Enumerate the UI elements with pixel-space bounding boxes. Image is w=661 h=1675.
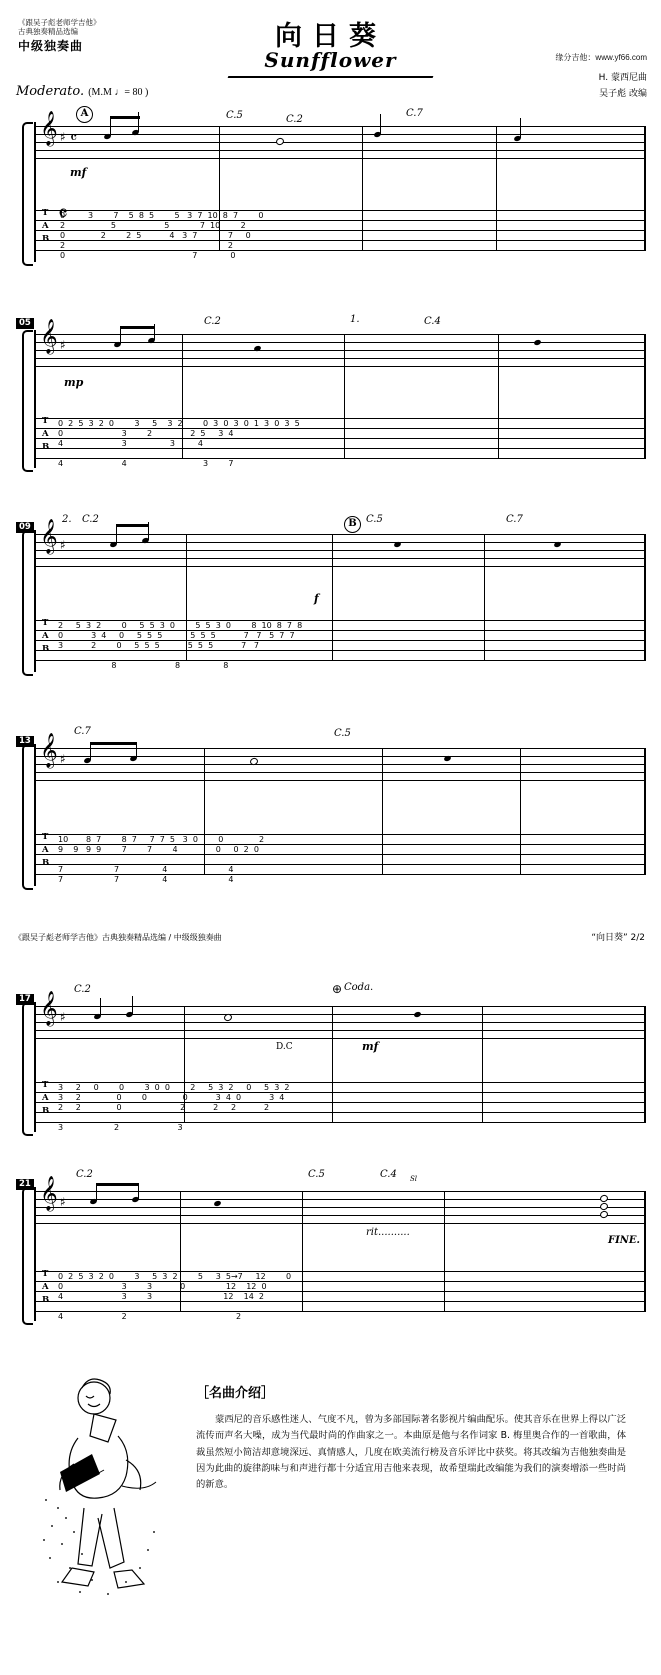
- treble-staff: [36, 1006, 646, 1040]
- slide-label: Sl: [410, 1175, 418, 1183]
- dynamic-mf: mf: [362, 1040, 379, 1053]
- measure-number: 13: [16, 736, 34, 747]
- tab-letter-T: T: [42, 416, 49, 426]
- chord-label: C.7: [406, 108, 423, 119]
- rit-label: rit..........: [366, 1227, 410, 1238]
- chord-label: C.2: [76, 1169, 93, 1180]
- tempo-word: Moderato.: [16, 84, 85, 99]
- chord-label: C.2: [286, 114, 303, 125]
- chord-label: C.4: [380, 1169, 397, 1180]
- key-signature: ♯: [60, 752, 66, 766]
- tab-letter-A: A: [42, 429, 49, 439]
- chord-label: C.5: [334, 728, 351, 739]
- barline-end: [644, 126, 646, 250]
- tab-time-signature: 𝄴: [58, 202, 68, 227]
- tab-row-2: 0 3 2 2 5 3 4: [58, 429, 234, 438]
- title-underline: [228, 76, 434, 78]
- chord-label: C.2: [82, 514, 99, 525]
- barline: [362, 126, 363, 250]
- tab-letter-B: B: [42, 1106, 50, 1116]
- system-6: [14, 1165, 646, 1325]
- barline: [302, 1191, 303, 1311]
- barline: [482, 1006, 483, 1122]
- beam: [116, 524, 148, 527]
- volta-label: 2.: [62, 514, 72, 525]
- system-2: [14, 308, 646, 468]
- intro-title: ［名曲介绍］: [196, 1386, 275, 1401]
- beam: [96, 1183, 138, 1186]
- barline-end: [644, 334, 646, 458]
- barline: [332, 1006, 333, 1122]
- tab-row-5: 8 8 8: [58, 661, 229, 670]
- chord-label: C.7: [506, 514, 523, 525]
- tab-row-1: 10 8 7 8 7 7 7 5 3 0 0 2: [58, 835, 265, 844]
- system-brace: [22, 530, 33, 676]
- dynamic-f: f: [314, 592, 319, 605]
- barline: [204, 748, 205, 874]
- treble-staff: [36, 748, 646, 782]
- beam: [110, 116, 140, 119]
- tab-letter-T: T: [42, 832, 49, 842]
- tempo-marking: [16, 84, 148, 99]
- key-signature: ♯: [60, 1010, 66, 1024]
- tab-letter-A: A: [42, 845, 49, 855]
- barline-end: [644, 1191, 646, 1311]
- page-footer-right: “向日葵” 2/2: [591, 933, 645, 943]
- composer-credit: H. 蒙西尼曲: [598, 73, 647, 83]
- chord-label: C.2: [204, 316, 221, 327]
- tab-row-1: 0 3 7 5 8 5 5 3 7 10 8 7 0: [60, 211, 264, 220]
- tab-letter-T: T: [42, 618, 49, 628]
- tab-row-4: 2 2: [60, 241, 233, 250]
- barline: [344, 334, 345, 458]
- tab-letter-B: B: [42, 858, 50, 868]
- rehearsal-mark-A: A: [76, 106, 93, 123]
- system-brace: [22, 1187, 33, 1325]
- treble-clef-icon: 𝄞: [40, 733, 58, 768]
- barline-end: [644, 1006, 646, 1122]
- barline: [382, 748, 383, 874]
- key-signature: ♯: [60, 338, 66, 352]
- coda-icon: ⊕: [332, 982, 343, 996]
- system-brace: [22, 330, 33, 472]
- tab-row-5: 0 7 0: [60, 251, 236, 260]
- tab-row-1: 3 2 0 0 3 0 0 2 5 3 2 0 5 3 2: [58, 1083, 290, 1092]
- tab-letter-B: B: [42, 1295, 50, 1305]
- tab-row-3: 2 2 0 2 2 2 2: [58, 1103, 270, 1112]
- tab-letter-T: T: [42, 1269, 49, 1279]
- barline: [496, 126, 497, 250]
- treble-staff: [36, 334, 646, 368]
- tab-row-4: 7 7 4 4: [58, 865, 234, 874]
- coda-label: Coda.: [344, 982, 374, 993]
- chord-label: C.5: [366, 514, 383, 525]
- beam: [90, 742, 136, 745]
- system-3: [14, 508, 646, 678]
- barline: [520, 748, 521, 874]
- tab-letter-T: T: [42, 1080, 49, 1090]
- rehearsal-mark-B: B: [344, 516, 361, 533]
- measure-number: 17: [16, 994, 34, 1005]
- treble-clef-icon: 𝄞: [40, 519, 58, 554]
- treble-staff: [36, 126, 646, 160]
- illustration-guitarist: [22, 1368, 182, 1618]
- chord-label: C.2: [74, 984, 91, 995]
- system-brace: [22, 122, 33, 266]
- arranger-credit: 吴子彪 改编: [599, 89, 647, 99]
- tab-row-1: 0 2 5 3 2 0 3 5 3 2 0 3 0 3 0 1 3 0 3 5: [58, 419, 300, 428]
- fine-label: FINE.: [607, 1235, 640, 1246]
- series-line-1: 《跟吴子彪老师学吉他》: [18, 18, 101, 27]
- chord-label: C.5: [308, 1169, 325, 1180]
- chord-label: C.5: [226, 110, 243, 121]
- measure-number: 09: [16, 522, 34, 533]
- system-5: [14, 980, 646, 1130]
- tab-letter-A: A: [42, 221, 49, 231]
- tab-row-2: 3 2 0 0 0 3 4 0 3 4: [58, 1093, 285, 1102]
- tab-letter-B: B: [42, 644, 50, 654]
- tab-row-2: 9 9 9 9 7 7 4 0 0 2 0: [58, 845, 259, 854]
- series-line-3: 中级独奏曲: [18, 38, 84, 53]
- measure-number: 05: [16, 318, 34, 329]
- tab-letter-A: A: [42, 1282, 49, 1292]
- barline: [498, 334, 499, 458]
- tab-row-5: 4 4 3 7: [58, 459, 234, 468]
- tab-row-3: 0 2 2 5 4 3 7 7 0: [60, 231, 251, 240]
- treble-staff: [36, 534, 646, 568]
- dynamic-mp: mp: [64, 376, 84, 389]
- tab-row-5: 3 2 3: [58, 1123, 183, 1132]
- tab-row-3: 4 3 3 12 14 2: [58, 1292, 265, 1301]
- page-title-en: Sunfflower: [264, 48, 397, 72]
- tab-letter-A: A: [42, 1093, 49, 1103]
- volta-label: 1.: [350, 314, 360, 325]
- tab-row-2: 2 5 5 7 10 2: [60, 221, 246, 230]
- tab-row-1: 0 2 5 3 2 0 3 5 3 2 5 3 5→7 12 0: [58, 1272, 292, 1281]
- system-brace: [22, 744, 33, 890]
- key-signature: ♯: [60, 1195, 66, 1209]
- barline: [484, 534, 485, 660]
- key-signature: ♯: [60, 538, 66, 552]
- measure-number: 21: [16, 1179, 34, 1190]
- barline: [444, 1191, 445, 1311]
- treble-clef-icon: 𝄞: [40, 991, 58, 1026]
- tab-row-3: 3 2 0 5 5 5 5 5 5 7 7: [58, 641, 259, 650]
- tab-letter-A: A: [42, 631, 49, 641]
- system-4: [14, 722, 646, 892]
- barline-end: [644, 534, 646, 660]
- treble-clef-icon: 𝄞: [40, 319, 58, 354]
- series-line-2: 古典独奏精品选编: [18, 27, 78, 37]
- tab-row-3: 4 3 3 4: [58, 439, 203, 448]
- tab-letter-B: B: [42, 442, 50, 452]
- tab-letter-B: B: [42, 234, 50, 244]
- barline-end: [644, 748, 646, 874]
- treble-clef-icon: 𝄞: [40, 1176, 58, 1211]
- intro-paragraph: 蒙西尼的音乐感性迷人、气度不凡，曾为多部国际著名影视片编曲配乐。使其音乐在世界上得以广泛流传而声名大噪，成为当代最时尚的作曲家之一。本曲原是他与名作词家 B. 梅里奥合作的一首歌曲，体裁虽然短小简洁却意境深远、真情感人，几度在欧美流行榜及音乐评比中获奖。将其改编为吉他独奏曲是因为此曲的旋律韵味与和声进行都十分适宜用吉他来表现，故希望瑞此改编能为我们的演奏增添一些时尚的新意。: [196, 1414, 626, 1491]
- treble-clef-icon: 𝄞: [40, 111, 58, 146]
- tempo-mm: (M.M ♩= 80 ): [88, 87, 149, 98]
- tab-letter-T: T: [42, 208, 49, 218]
- website-credit: 缘分吉他：www.yf66.com: [555, 53, 647, 62]
- key-signature: ♯: [60, 130, 66, 144]
- chord-label: C.4: [424, 316, 441, 327]
- chord-label: C.7: [74, 726, 91, 737]
- tab-row-5: 4 2 2: [58, 1312, 242, 1321]
- tab-row-5: 7 7 4 4: [58, 875, 234, 884]
- treble-staff: [36, 1191, 646, 1225]
- time-signature: 𝄴: [70, 128, 78, 147]
- system-1: [14, 108, 646, 268]
- tab-row-2: 0 3 4 0 5 5 5 5 5 5 7 7 5 7 7: [58, 631, 295, 640]
- tab-row-2: 0 3 3 0 12 12 0: [58, 1282, 267, 1291]
- page-footer-left: 《跟吴子彪老师学吉他》古典独奏精品选编 / 中级级独奏曲: [14, 933, 222, 942]
- barline: [332, 534, 333, 660]
- dynamic-mf: mf: [70, 166, 87, 179]
- tab-row-1: 2 5 3 2 0 5 5 3 0 5 5 3 0 8 10 8 7 8: [58, 621, 303, 630]
- page-title-cn: 向日葵: [275, 21, 386, 52]
- system-brace: [22, 1002, 33, 1136]
- dc-label: D.C: [276, 1042, 293, 1052]
- beam: [120, 326, 154, 329]
